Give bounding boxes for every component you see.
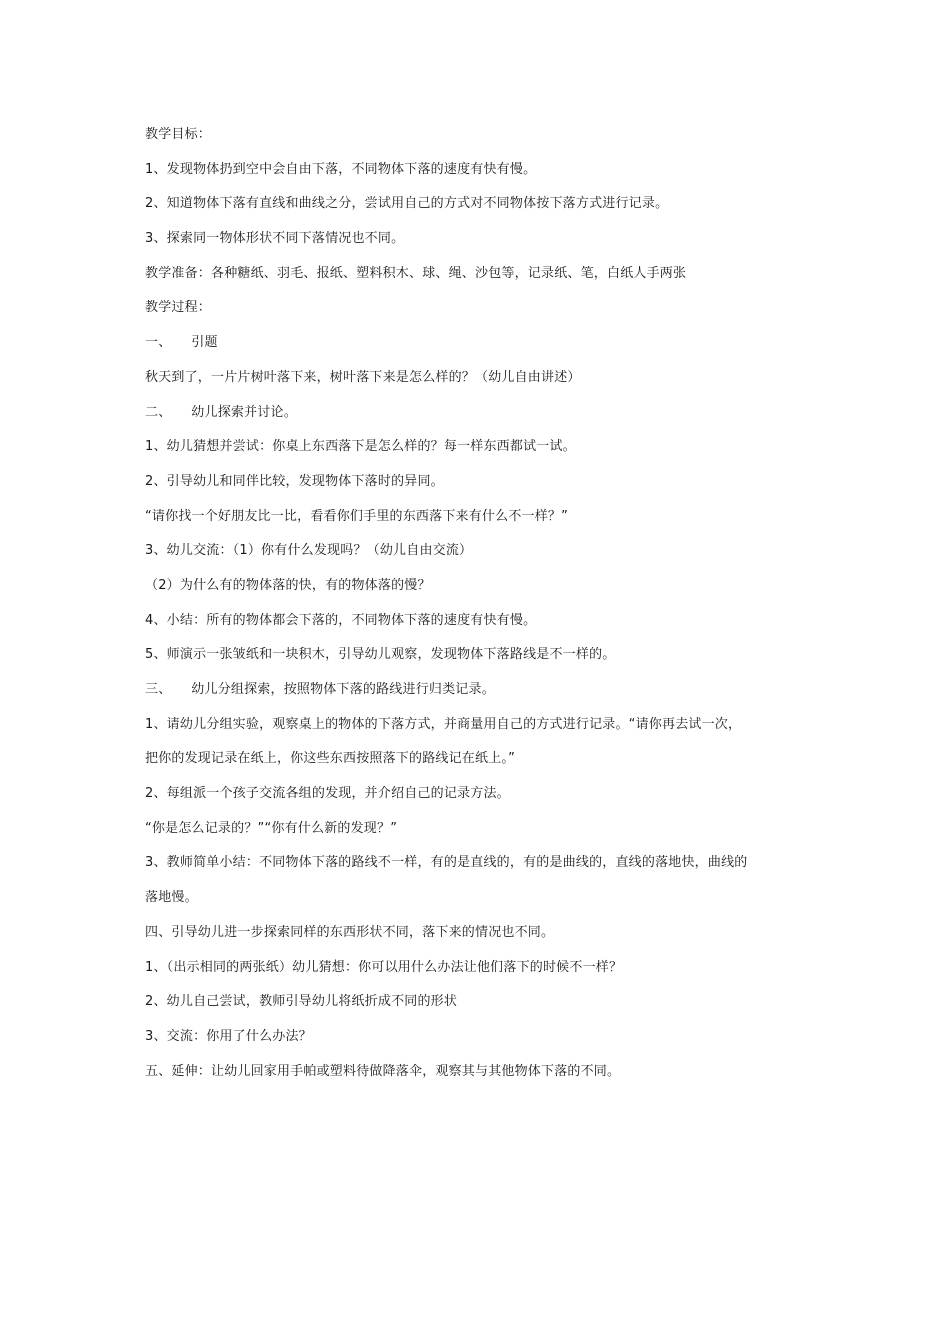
paragraph: 2、引导幼儿和同伴比较，发现物体下落时的异同。 [145, 473, 444, 489]
step-heading-4: 四、引导幼儿进一步探索同样的东西形状不同，落下来的情况也不同。 [145, 924, 555, 940]
paragraph: 3、幼儿交流：（1）你有什么发现吗？（幼儿自由交流） [145, 543, 473, 559]
paragraph: “你是怎么记录的？”“你有什么新的发现？” [145, 820, 398, 836]
section-heading-process: 教学过程： [145, 300, 212, 316]
paragraph: 2、每组派一个孩子交流各组的发现，并介绍自己的记录方法。 [145, 786, 510, 802]
step-heading-1: 一、 引题 [145, 335, 218, 351]
paragraph: 落地慢。 [145, 890, 198, 906]
paragraph: 3、教师简单小结：不同物体下落的路线不一样，有的是直线的，有的是曲线的，直线的落地快，曲线的 [145, 855, 748, 871]
paragraph: 4、小结：所有的物体都会下落的，不同物体下落的速度有快有慢。 [145, 612, 537, 628]
paragraph: 把你的发现记录在纸上，你这些东西按照落下的路线记在纸上。” [145, 751, 516, 767]
objective-item-2: 2、知道物体下落有直线和曲线之分，尝试用自己的方式对不同物体按下落方式进行记录。 [145, 196, 669, 212]
paragraph: 秋天到了，一片片树叶落下来，树叶落下来是怎么样的？（幼儿自由讲述） [145, 369, 581, 385]
paragraph: 2、幼儿自己尝试，教师引导幼儿将纸折成不同的形状 [145, 994, 458, 1010]
objective-item-3: 3、探索同一物体形状不同下落情况也不同。 [145, 231, 405, 247]
objective-item-1: 1、发现物体扔到空中会自由下落，不同物体下落的速度有快有慢。 [145, 161, 537, 177]
section-heading-objectives: 教学目标： [145, 127, 212, 142]
step-heading-2: 二、 幼儿探索并讨论。 [145, 404, 297, 420]
paragraph: 1、请幼儿分组实验，观察桌上的物体的下落方式，并商量用自己的方式进行记录。“请你再去试一次， [145, 716, 742, 732]
paragraph: 3、交流：你用了什么办法？ [145, 1028, 312, 1044]
section-heading-preparation: 教学准备：各种糖纸、羽毛、报纸、塑料积木、球、绳、沙包等，记录纸、笔，白纸人手两张 [145, 265, 687, 281]
paragraph: 5、师演示一张皱纸和一块积木，引导幼儿观察，发现物体下落路线是不一样的。 [145, 647, 616, 663]
paragraph: 1、（出示相同的两张纸）幼儿猜想：你可以用什么办法让他们落下的时候不一样？ [145, 959, 623, 975]
step-heading-5: 五、延伸：让幼儿回家用手帕或塑料待做降落伞，观察其与其他物体下落的不同。 [145, 1063, 621, 1079]
paragraph: “请你找一个好朋友比一比，看看你们手里的东西落下来有什么不一样？” [145, 508, 569, 524]
step-heading-3: 三、 幼儿分组探索，按照物体下落的路线进行归类记录。 [145, 682, 495, 697]
document-body [145, 126, 810, 1097]
paragraph: （2）为什么有的物体落的快，有的物体落的慢？ [145, 577, 431, 593]
paragraph: 1、幼儿猜想并尝试：你桌上东西落下是怎么样的？每一样东西都试一试。 [145, 439, 576, 455]
